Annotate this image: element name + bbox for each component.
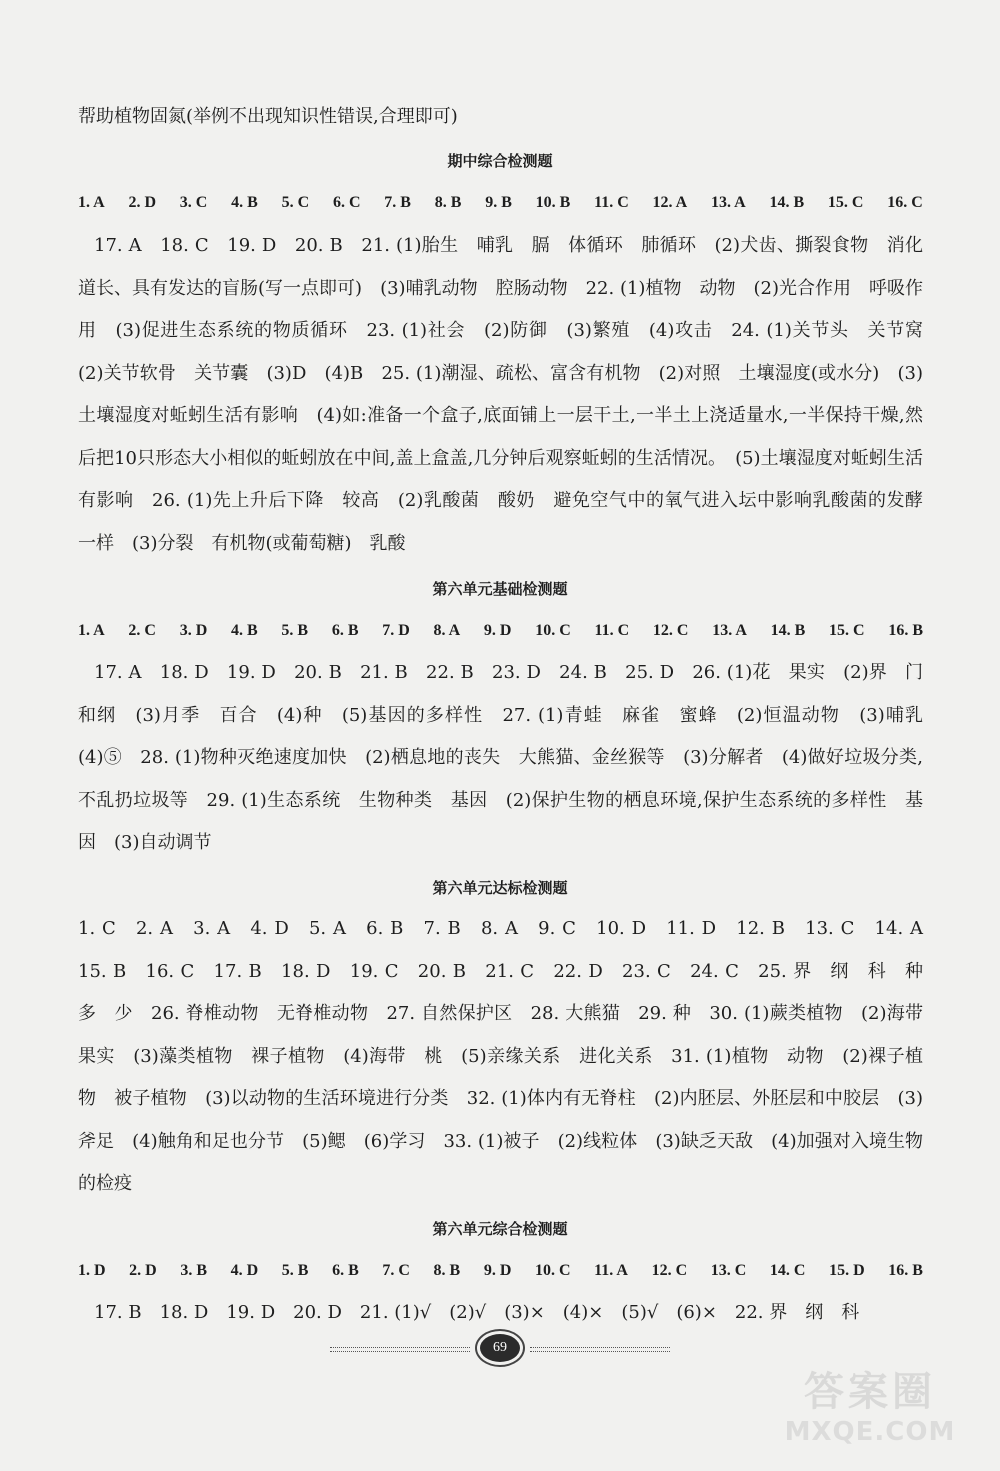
- answer-item: 2. C: [128, 622, 156, 639]
- answer-item: 16. C: [887, 194, 923, 211]
- answer-item: 14. C: [769, 1262, 806, 1279]
- answer-item: 15. C: [827, 194, 864, 211]
- answer-item: 3. C: [179, 194, 208, 211]
- answer-item: 11. A: [594, 1262, 628, 1279]
- answer-item: 13. A: [711, 194, 746, 211]
- answer-item: 11. C: [594, 194, 629, 211]
- mc-answer-row-unit6-comprehensive: [78, 1262, 923, 1280]
- answer-item: 3. B: [180, 1262, 208, 1279]
- answer-item: 15. C: [829, 622, 865, 639]
- answer-item: 9. D: [483, 1262, 512, 1279]
- watermark-url: MXQE.COM: [784, 1417, 956, 1447]
- answer-item: 7. B: [384, 194, 411, 211]
- answer-item: 16. B: [888, 622, 923, 639]
- answer-item: 4. B: [231, 194, 258, 211]
- answer-item: 15. D: [829, 1262, 865, 1279]
- answer-item: 9. B: [485, 194, 512, 211]
- intro-line: 帮助植物固氮(举例不出现知识性错误,合理即可): [78, 106, 458, 127]
- section-title-midterm: 期中综合检测题: [447, 152, 553, 170]
- answer-item: 13. A: [712, 622, 747, 639]
- answer-item: 5. C: [281, 194, 310, 211]
- answer-item: 8. B: [434, 194, 462, 211]
- answer-item: 2. D: [128, 194, 157, 211]
- answer-item: 4. D: [230, 1262, 259, 1279]
- footer-ornament-right: [530, 1347, 670, 1352]
- answer-item: 4. B: [231, 622, 258, 639]
- answer-item: 11. C: [594, 622, 630, 639]
- answer-item: 7. D: [382, 622, 410, 639]
- answer-text-unit6-standard: 1. C 2. A 3. A 4. D 5. A 6. B 7. B 8. A 9. C 10. D 11. D 12. B 13. C 14. A 15. B 16. C 17. B 18. D 19. C 20. B 21. C 22. D 23. C 24. C 25. 界 纲 科 种 多 少 26. 脊椎动物 无脊椎动物 27. 自然保护区 28. 大熊猫 29. 种 30. (1)蕨类植物 (2)海带 果实 (3)藻类植物 裸子植物 (4)海带 桃 (5)亲缘关系 进化关系 31. (1)植物 动物 (2)裸子植物 被子植物 (3)以动物的生活环境进行分类 32. (1)体内有无脊柱 (2)内胚层、外胚层和中胶层 (3)斧足 (4)触角和足也分节 (5)鳃 (6)学习 33. (1)被子 (2)线粒体 (3)缺乏天敌 (4)加强对入境生物的检疫: [78, 918, 941, 1194]
- section-title-unit6-comprehensive: 第六单元综合检测题: [432, 1220, 568, 1238]
- answer-item: 2. D: [129, 1262, 157, 1279]
- answer-item: 8. B: [433, 1262, 461, 1279]
- answer-item: 12. C: [651, 1262, 688, 1279]
- answer-item: 16. B: [888, 1262, 923, 1279]
- section-title-unit6-basic: 第六单元基础检测题: [432, 580, 568, 598]
- answer-item: 9. D: [483, 622, 512, 639]
- answer-item: 12. C: [652, 622, 689, 639]
- answer-item: 7. C: [382, 1262, 410, 1279]
- page-footer: [330, 1336, 670, 1360]
- answer-item: 6. B: [331, 622, 359, 639]
- answer-item: 13. C: [710, 1262, 747, 1279]
- answer-item: 10. B: [535, 194, 571, 211]
- watermark-logo: 答案圈: [804, 1369, 936, 1415]
- answer-text-unit6-basic: 17. A 18. D 19. D 20. B 21. B 22. B 23. D 24. B 25. D 26. (1)花 果实 (2)界 门和纲 (3)月季 百合 (4)种 (5)基因的多样性 27. (1)青蛙 麻雀 蜜蜂 (2)恒温动物 (3)哺乳 (4)⑤ 28. (1)物种灭绝速度加快 (2)栖息地的丧失 大熊猫、金丝猴等 (3)分解者 (4)做好垃圾分类,不乱扔垃圾等 29. (1)生态系统 生物种类 基因 (2)保护生物的栖息环境,保护生态系统的多样性 基因 (3)自动调节: [78, 662, 941, 853]
- mc-answer-row-unit6-basic: [78, 622, 923, 640]
- answer-item: 12. A: [652, 194, 688, 211]
- answer-item: 10. C: [534, 1262, 571, 1279]
- answer-item: 3. D: [179, 622, 208, 639]
- answer-item: 1. A: [78, 622, 105, 639]
- answer-item: 8. A: [433, 622, 461, 639]
- answer-item: 6. C: [332, 194, 361, 211]
- answer-text-unit6-comprehensive: 17. B 18. D 19. D 20. D 21. (1)√ (2)√ (3)× (4)× (5)√ (6)× 22. 界 纲 科: [94, 1302, 860, 1323]
- answer-item: 14. B: [769, 194, 805, 211]
- answer-item: 10. C: [535, 622, 571, 639]
- footer-ornament-left: [330, 1347, 470, 1352]
- answer-item: 1. A: [78, 194, 105, 211]
- section-title-unit6-standard: 第六单元达标检测题: [432, 879, 568, 897]
- answer-item: 5. B: [281, 1262, 309, 1279]
- page-number: 69: [480, 1334, 520, 1362]
- answer-item: 14. B: [770, 622, 806, 639]
- answer-text-midterm: 17. A 18. C 19. D 20. B 21. (1)胎生 哺乳 膈 体循环 肺循环 (2)犬齿、撕裂食物 消化道长、具有发达的盲肠(写一点即可) (3)哺乳动物 腔肠动物 22. (1)植物 动物 (2)光合作用 呼吸作用 (3)促进生态系统的物质循环 23. (1)社会 (2)防御 (3)繁殖 (4)攻击 24. (1)关节头 关节窝 (2)关节软骨 关节囊 (3)D (4)B 25. (1)潮湿、疏松、富含有机物 (2)对照 土壤湿度(或水分) (3)土壤湿度对蚯蚓生活有影响 (4)如:准备一个盒子,底面铺上一层干土,一半土上浇适量水,一半保持干燥,然后把10只形态大小相似的蚯蚓放在中间,盖上盒盖,几分钟后观察蚯蚓的生活情况。 (5)土壤湿度对蚯蚓生活有影响 26. (1)先上升后下降 较高 (2)乳酸菌 酸奶 避免空气中的氧气进入坛中影响乳酸菌的发酵 一样 (3)分裂 有机物(或葡萄糖) 乳酸: [78, 235, 941, 554]
- answer-item: 6. B: [332, 1262, 359, 1279]
- watermark: [770, 1360, 970, 1455]
- answer-item: 5. B: [281, 622, 309, 639]
- mc-answer-row-midterm: [78, 194, 923, 212]
- answer-item: 1. D: [78, 1262, 106, 1279]
